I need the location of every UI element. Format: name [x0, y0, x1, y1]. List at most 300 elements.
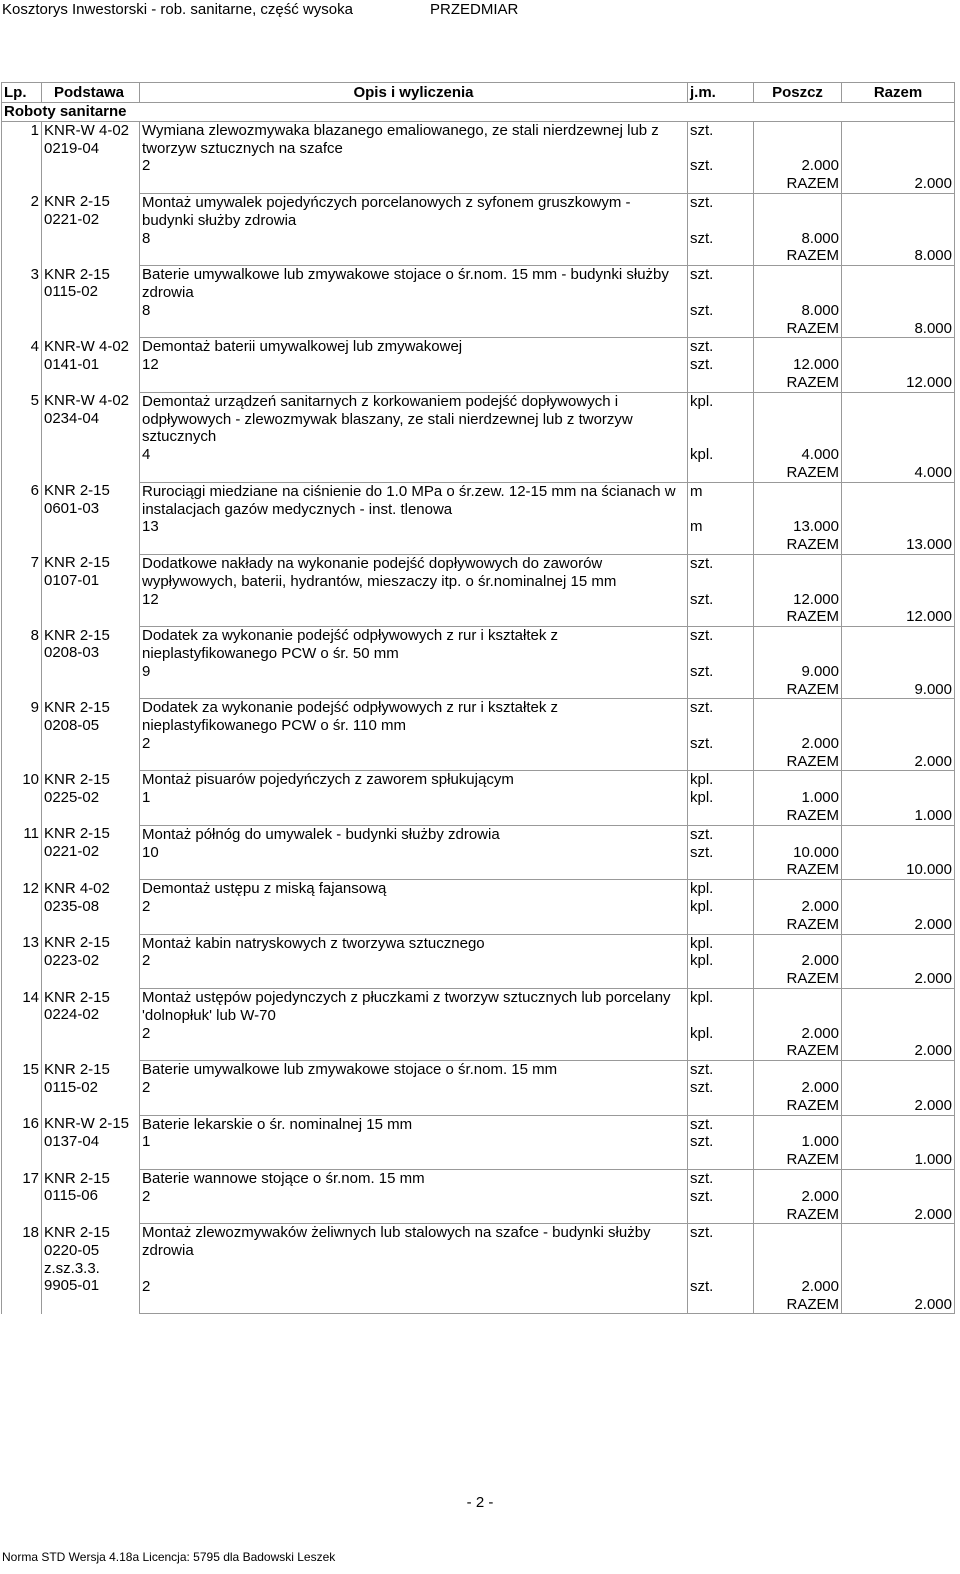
item-lp: 15: [2, 1061, 42, 1115]
item-description: Dodatkowe nakłady na wykonanie podejść dopływowych do zaworów wypływowych, baterii, hydrantów, mieszaczy itp. o śr.nominalnej 15 mm: [140, 554, 688, 590]
empty-cell: [688, 753, 754, 771]
item-total-row: [2, 753, 955, 771]
empty-cell: [754, 1170, 842, 1188]
item-description: Montaż umywalek pojedyńczych porcelanowych z syfonem gruszkowym - budynki służby zdrowia: [140, 193, 688, 229]
item-quantity-row: [2, 230, 955, 248]
razem-label: RAZEM: [754, 807, 842, 825]
empty-cell: [842, 266, 955, 302]
empty-cell: [842, 934, 955, 952]
item-podstawa: [42, 627, 140, 699]
item-quantity: 2: [140, 1188, 688, 1206]
item-quantity-unit: szt.: [688, 735, 754, 753]
item-description: Montaż kabin natryskowych z tworzywa sztucznego: [140, 934, 688, 952]
item-podstawa-line: 0225-02: [44, 788, 100, 806]
item-row: [2, 554, 955, 590]
item-razem: 2.000: [842, 1206, 955, 1224]
empty-cell: [754, 193, 842, 229]
empty-cell: [842, 699, 955, 735]
item-quantity-unit: szt.: [688, 1133, 754, 1151]
item-poszcz: 4.000: [754, 446, 842, 464]
item-quantity-row: [2, 1025, 955, 1043]
empty-cell: [842, 121, 955, 157]
item-razem: 12.000: [842, 608, 955, 626]
item-row: [2, 1115, 955, 1133]
item-lp: 8: [2, 627, 42, 699]
empty-cell: [754, 266, 842, 302]
item-poszcz: 2.000: [754, 1260, 842, 1296]
empty-cell: [842, 771, 955, 789]
empty-cell: [842, 952, 955, 970]
item-podstawa-line: KNR 2-15: [44, 193, 110, 211]
item-quantity-unit: kpl.: [688, 789, 754, 807]
item-row: [2, 880, 955, 898]
item-podstawa-line: KNR 2-15: [44, 1169, 110, 1187]
item-podstawa: [42, 266, 140, 338]
item-razem: 10.000: [842, 861, 955, 879]
razem-label: RAZEM: [754, 1097, 842, 1115]
empty-cell: [140, 681, 688, 699]
empty-cell: [842, 302, 955, 320]
item-description: Dodatek za wykonanie podejść odpływowych z rur i kształtek z nieplastyfikowanego PCW o śr. 110 mm: [140, 699, 688, 735]
item-podstawa-line: 0219-04: [44, 139, 100, 157]
item-podstawa: [42, 554, 140, 626]
item-unit: kpl.: [688, 771, 754, 789]
item-podstawa-line: 0221-02: [44, 211, 100, 229]
empty-cell: [140, 464, 688, 482]
empty-cell: [754, 771, 842, 789]
item-quantity-unit: szt.: [688, 1079, 754, 1097]
item-podstawa-line: 0115-06: [44, 1187, 98, 1205]
item-quantity: 12: [140, 356, 688, 374]
item-quantity: 12: [140, 591, 688, 609]
item-quantity-row: [2, 789, 955, 807]
item-podstawa-line: 0221-02: [44, 843, 100, 861]
item-poszcz: 2.000: [754, 735, 842, 753]
razem-label: RAZEM: [754, 247, 842, 265]
item-total-row: [2, 374, 955, 392]
razem-label: RAZEM: [754, 916, 842, 934]
table-header-row: [2, 83, 955, 103]
empty-cell: [754, 934, 842, 952]
empty-cell: [754, 880, 842, 898]
item-quantity-row: [2, 1260, 955, 1296]
empty-cell: [688, 536, 754, 554]
empty-cell: [140, 916, 688, 934]
item-quantity-row: [2, 898, 955, 916]
item-lp: 12: [2, 880, 42, 934]
item-lp: 16: [2, 1115, 42, 1169]
empty-cell: [140, 1042, 688, 1060]
empty-cell: [140, 1296, 688, 1314]
item-description: Demontaż urządzeń sanitarnych z korkowaniem podejść dopływowych i odpływowych - zlewozmywak blaszany, ze stali nierdzewnej lub z tworzyw sztucznych: [140, 392, 688, 446]
razem-label: RAZEM: [754, 464, 842, 482]
empty-cell: [688, 608, 754, 626]
item-unit: szt.: [688, 825, 754, 843]
empty-cell: [842, 1025, 955, 1043]
item-podstawa: [42, 989, 140, 1061]
item-total-row: [2, 861, 955, 879]
item-quantity: 8: [140, 230, 688, 248]
empty-cell: [842, 482, 955, 518]
razem-label: RAZEM: [754, 1206, 842, 1224]
item-unit: szt.: [688, 266, 754, 302]
item-quantity-row: [2, 302, 955, 320]
col-header-poszcz: Poszcz: [754, 83, 842, 103]
item-poszcz: 2.000: [754, 952, 842, 970]
empty-cell: [842, 338, 955, 356]
item-podstawa: [42, 934, 140, 988]
razem-label: RAZEM: [754, 374, 842, 392]
item-quantity-unit: szt.: [688, 663, 754, 681]
empty-cell: [140, 320, 688, 338]
item-lp: 18: [2, 1224, 42, 1314]
item-row: [2, 1170, 955, 1188]
item-poszcz: 10.000: [754, 844, 842, 862]
empty-cell: [842, 880, 955, 898]
empty-cell: [140, 807, 688, 825]
item-poszcz: 1.000: [754, 789, 842, 807]
item-podstawa-line: 0235-08: [44, 897, 100, 915]
item-quantity-unit: kpl.: [688, 898, 754, 916]
item-podstawa: [42, 482, 140, 554]
empty-cell: [688, 970, 754, 988]
item-podstawa-line: KNR-W 2-15: [44, 1115, 130, 1133]
section-title: Roboty sanitarne: [2, 103, 955, 122]
item-quantity-row: [2, 356, 955, 374]
empty-cell: [842, 844, 955, 862]
item-row: [2, 392, 955, 446]
item-quantity-unit: kpl.: [688, 952, 754, 970]
item-podstawa-line: 0115-02: [44, 283, 98, 301]
item-podstawa: [42, 825, 140, 879]
item-lp: 2: [2, 193, 42, 265]
empty-cell: [140, 1151, 688, 1169]
item-podstawa-line: 0224-02: [44, 1006, 100, 1024]
empty-cell: [842, 1133, 955, 1151]
empty-cell: [842, 1079, 955, 1097]
empty-cell: [842, 591, 955, 609]
empty-cell: [688, 1042, 754, 1060]
item-quantity: 2: [140, 157, 688, 175]
empty-cell: [688, 681, 754, 699]
item-unit: szt.: [688, 121, 754, 157]
empty-cell: [842, 157, 955, 175]
page-number: - 2 -: [466, 1494, 494, 1511]
item-quantity-row: [2, 591, 955, 609]
item-row: [2, 266, 955, 302]
empty-cell: [140, 374, 688, 392]
empty-cell: [140, 247, 688, 265]
item-total-row: [2, 464, 955, 482]
item-total-row: [2, 175, 955, 193]
empty-cell: [842, 627, 955, 663]
item-podstawa-line: 0208-05: [44, 716, 100, 734]
empty-cell: [140, 608, 688, 626]
item-podstawa-line: 0115-02: [44, 1078, 98, 1096]
empty-cell: [754, 1115, 842, 1133]
item-row: [2, 1224, 955, 1260]
item-quantity-row: [2, 518, 955, 536]
item-quantity-unit: kpl.: [688, 446, 754, 464]
item-row: [2, 771, 955, 789]
item-row: [2, 193, 955, 229]
empty-cell: [140, 861, 688, 879]
razem-label: RAZEM: [754, 320, 842, 338]
item-row: [2, 121, 955, 157]
item-total-row: [2, 536, 955, 554]
empty-cell: [754, 825, 842, 843]
item-lp: 7: [2, 554, 42, 626]
item-quantity-unit: szt.: [688, 844, 754, 862]
item-quantity-unit: szt.: [688, 1188, 754, 1206]
empty-cell: [140, 1097, 688, 1115]
item-quantity-row: [2, 1188, 955, 1206]
razem-label: RAZEM: [754, 1042, 842, 1060]
item-poszcz: 8.000: [754, 230, 842, 248]
empty-cell: [140, 970, 688, 988]
item-podstawa-line: 0220-05: [44, 1241, 100, 1259]
empty-cell: [842, 392, 955, 446]
empty-cell: [754, 121, 842, 157]
item-row: [2, 627, 955, 663]
item-poszcz: 13.000: [754, 518, 842, 536]
item-total-row: [2, 916, 955, 934]
item-quantity-unit: szt.: [688, 302, 754, 320]
item-razem: 2.000: [842, 916, 955, 934]
item-podstawa: [42, 880, 140, 934]
empty-cell: [754, 392, 842, 446]
item-podstawa-line: KNR 2-15: [44, 770, 110, 788]
item-row: [2, 699, 955, 735]
empty-cell: [688, 1097, 754, 1115]
razem-label: RAZEM: [754, 536, 842, 554]
item-poszcz: 2.000: [754, 1079, 842, 1097]
section-row: [2, 103, 955, 122]
item-lp: 4: [2, 338, 42, 392]
item-quantity-row: [2, 446, 955, 464]
item-lp: 11: [2, 825, 42, 879]
empty-cell: [688, 464, 754, 482]
item-podstawa-line: KNR-W 4-02: [44, 121, 130, 139]
empty-cell: [140, 1206, 688, 1224]
col-header-opis: Opis i wyliczenia: [140, 83, 688, 103]
item-podstawa: [42, 121, 140, 193]
item-unit: szt.: [688, 1115, 754, 1133]
item-row: [2, 989, 955, 1025]
item-row: [2, 825, 955, 843]
item-podstawa-line: KNR 2-15: [44, 265, 110, 283]
item-poszcz: 9.000: [754, 663, 842, 681]
item-quantity: 13: [140, 518, 688, 536]
empty-cell: [842, 789, 955, 807]
document-title: Kosztorys Inwestorski - rob. sanitarne, część wysoka: [2, 1, 353, 18]
item-podstawa-line: KNR 2-15: [44, 988, 110, 1006]
empty-cell: [842, 989, 955, 1025]
empty-cell: [688, 247, 754, 265]
item-total-row: [2, 320, 955, 338]
item-razem: 2.000: [842, 970, 955, 988]
item-description: Demontaż ustępu z miską fajansową: [140, 880, 688, 898]
empty-cell: [688, 374, 754, 392]
item-unit: szt.: [688, 554, 754, 590]
item-description: Montaż pisuarów pojedyńczych z zaworem spłukującym: [140, 771, 688, 789]
item-quantity: 2: [140, 952, 688, 970]
item-razem: 2.000: [842, 1296, 955, 1314]
item-podstawa-line: KNR 2-15: [44, 554, 110, 572]
empty-cell: [688, 320, 754, 338]
item-lp: 13: [2, 934, 42, 988]
item-description: Dodatek za wykonanie podejść odpływowych z rur i kształtek z nieplastyfikowanego PCW o śr. 50 mm: [140, 627, 688, 663]
document-type: PRZEDMIAR: [430, 1, 519, 18]
razem-label: RAZEM: [754, 608, 842, 626]
item-total-row: [2, 608, 955, 626]
item-razem: 9.000: [842, 681, 955, 699]
item-description: Wymiana zlewozmywaka blazanego emaliowanego, ze stali nierdzewnej lub z tworzyw sztucznych na szafce: [140, 121, 688, 157]
item-poszcz: 12.000: [754, 591, 842, 609]
item-quantity-row: [2, 663, 955, 681]
item-unit: kpl.: [688, 989, 754, 1025]
item-unit: szt.: [688, 627, 754, 663]
item-podstawa: [42, 392, 140, 482]
empty-cell: [842, 1260, 955, 1296]
empty-cell: [842, 446, 955, 464]
item-quantity-unit: szt.: [688, 591, 754, 609]
item-total-row: [2, 807, 955, 825]
empty-cell: [842, 1061, 955, 1079]
empty-cell: [754, 1224, 842, 1260]
item-description: Rurociągi miedziane na ciśnienie do 1.0 MPa o śr.zew. 12-15 mm na ścianach w instalacjach gazów medycznych - inst. tlenowa: [140, 482, 688, 518]
item-row: [2, 338, 955, 356]
col-header-podstawa: Podstawa: [42, 83, 140, 103]
item-quantity: 1: [140, 1133, 688, 1151]
item-unit: szt.: [688, 1224, 754, 1260]
item-lp: 5: [2, 392, 42, 482]
item-podstawa: [42, 699, 140, 771]
empty-cell: [754, 1061, 842, 1079]
item-unit: kpl.: [688, 880, 754, 898]
empty-cell: [754, 989, 842, 1025]
item-quantity-unit: szt.: [688, 157, 754, 175]
item-podstawa-line: z.sz.3.3.: [44, 1259, 100, 1277]
empty-cell: [842, 356, 955, 374]
item-unit: kpl.: [688, 934, 754, 952]
item-quantity: 2: [140, 1260, 688, 1296]
col-header-razem: Razem: [842, 83, 955, 103]
item-unit: szt.: [688, 338, 754, 356]
item-quantity: 4: [140, 446, 688, 464]
item-total-row: [2, 1042, 955, 1060]
item-podstawa-line: 0141-01: [44, 355, 100, 373]
empty-cell: [842, 1188, 955, 1206]
item-quantity-unit: m: [688, 518, 754, 536]
page-header: [0, 0, 960, 22]
item-podstawa: [42, 193, 140, 265]
empty-cell: [688, 1206, 754, 1224]
item-total-row: [2, 1151, 955, 1169]
item-description: Baterie umywalkowe lub zmywakowe stojace o śr.nom. 15 mm: [140, 1061, 688, 1079]
item-total-row: [2, 1296, 955, 1314]
item-poszcz: 2.000: [754, 1025, 842, 1043]
item-podstawa-line: KNR 4-02: [44, 879, 110, 897]
item-quantity-unit: szt.: [688, 1260, 754, 1296]
item-podstawa-line: 0234-04: [44, 410, 100, 428]
item-lp: 6: [2, 482, 42, 554]
item-unit: szt.: [688, 1061, 754, 1079]
item-podstawa-line: KNR 2-15: [44, 698, 110, 716]
empty-cell: [754, 338, 842, 356]
item-razem: 2.000: [842, 753, 955, 771]
item-podstawa: [42, 1115, 140, 1169]
item-poszcz: 1.000: [754, 1133, 842, 1151]
item-quantity: 1: [140, 789, 688, 807]
item-description: Baterie lekarskie o śr. nominalnej 15 mm: [140, 1115, 688, 1133]
item-lp: 10: [2, 771, 42, 825]
empty-cell: [842, 1170, 955, 1188]
item-razem: 8.000: [842, 320, 955, 338]
item-quantity-row: [2, 952, 955, 970]
item-quantity: 10: [140, 844, 688, 862]
item-lp: 17: [2, 1170, 42, 1224]
item-podstawa-line: 0601-03: [44, 500, 100, 518]
item-poszcz: 2.000: [754, 1188, 842, 1206]
item-lp: 14: [2, 989, 42, 1061]
item-podstawa-line: 0208-03: [44, 644, 100, 662]
item-unit: kpl.: [688, 392, 754, 446]
item-total-row: [2, 1097, 955, 1115]
item-podstawa: [42, 1061, 140, 1115]
razem-label: RAZEM: [754, 753, 842, 771]
item-total-row: [2, 970, 955, 988]
item-unit: szt.: [688, 193, 754, 229]
item-quantity-unit: szt.: [688, 230, 754, 248]
item-podstawa-line: KNR-W 4-02: [44, 337, 130, 355]
razem-label: RAZEM: [754, 1296, 842, 1314]
item-description: Demontaż baterii umywalkowej lub zmywakowej: [140, 338, 688, 356]
item-quantity-unit: szt.: [688, 356, 754, 374]
item-quantity-row: [2, 157, 955, 175]
item-poszcz: 8.000: [754, 302, 842, 320]
item-razem: 2.000: [842, 175, 955, 193]
empty-cell: [842, 193, 955, 229]
item-podstawa-line: 0107-01: [44, 572, 100, 590]
estimate-table: [1, 82, 955, 1314]
item-razem: 13.000: [842, 536, 955, 554]
item-description: Montaż zlewozmywaków żeliwnych lub stalowych na szafce - budynki służby zdrowia: [140, 1224, 688, 1260]
item-quantity: 8: [140, 302, 688, 320]
razem-label: RAZEM: [754, 1151, 842, 1169]
item-podstawa-line: 9905-01: [44, 1277, 100, 1295]
table-body: [2, 103, 955, 1314]
item-row: [2, 1061, 955, 1079]
empty-cell: [754, 482, 842, 518]
item-description: Montaż półnóg do umywalek - budynki służby zdrowia: [140, 825, 688, 843]
item-lp: 9: [2, 699, 42, 771]
item-razem: 4.000: [842, 464, 955, 482]
item-lp: 1: [2, 121, 42, 193]
item-podstawa-line: KNR 2-15: [44, 626, 110, 644]
item-podstawa-line: KNR 2-15: [44, 1060, 110, 1078]
item-lp: 3: [2, 266, 42, 338]
item-quantity-row: [2, 1079, 955, 1097]
col-header-lp: Lp.: [2, 83, 42, 103]
item-podstawa-line: KNR 2-15: [44, 482, 110, 500]
item-row: [2, 482, 955, 518]
empty-cell: [688, 861, 754, 879]
col-header-jm: j.m.: [688, 83, 754, 103]
item-razem: 1.000: [842, 807, 955, 825]
item-quantity: 2: [140, 735, 688, 753]
item-description: Montaż ustępów pojedynczych z płuczkami z tworzyw sztucznych lub porcelany 'dolnopłuk' lub W-70: [140, 989, 688, 1025]
